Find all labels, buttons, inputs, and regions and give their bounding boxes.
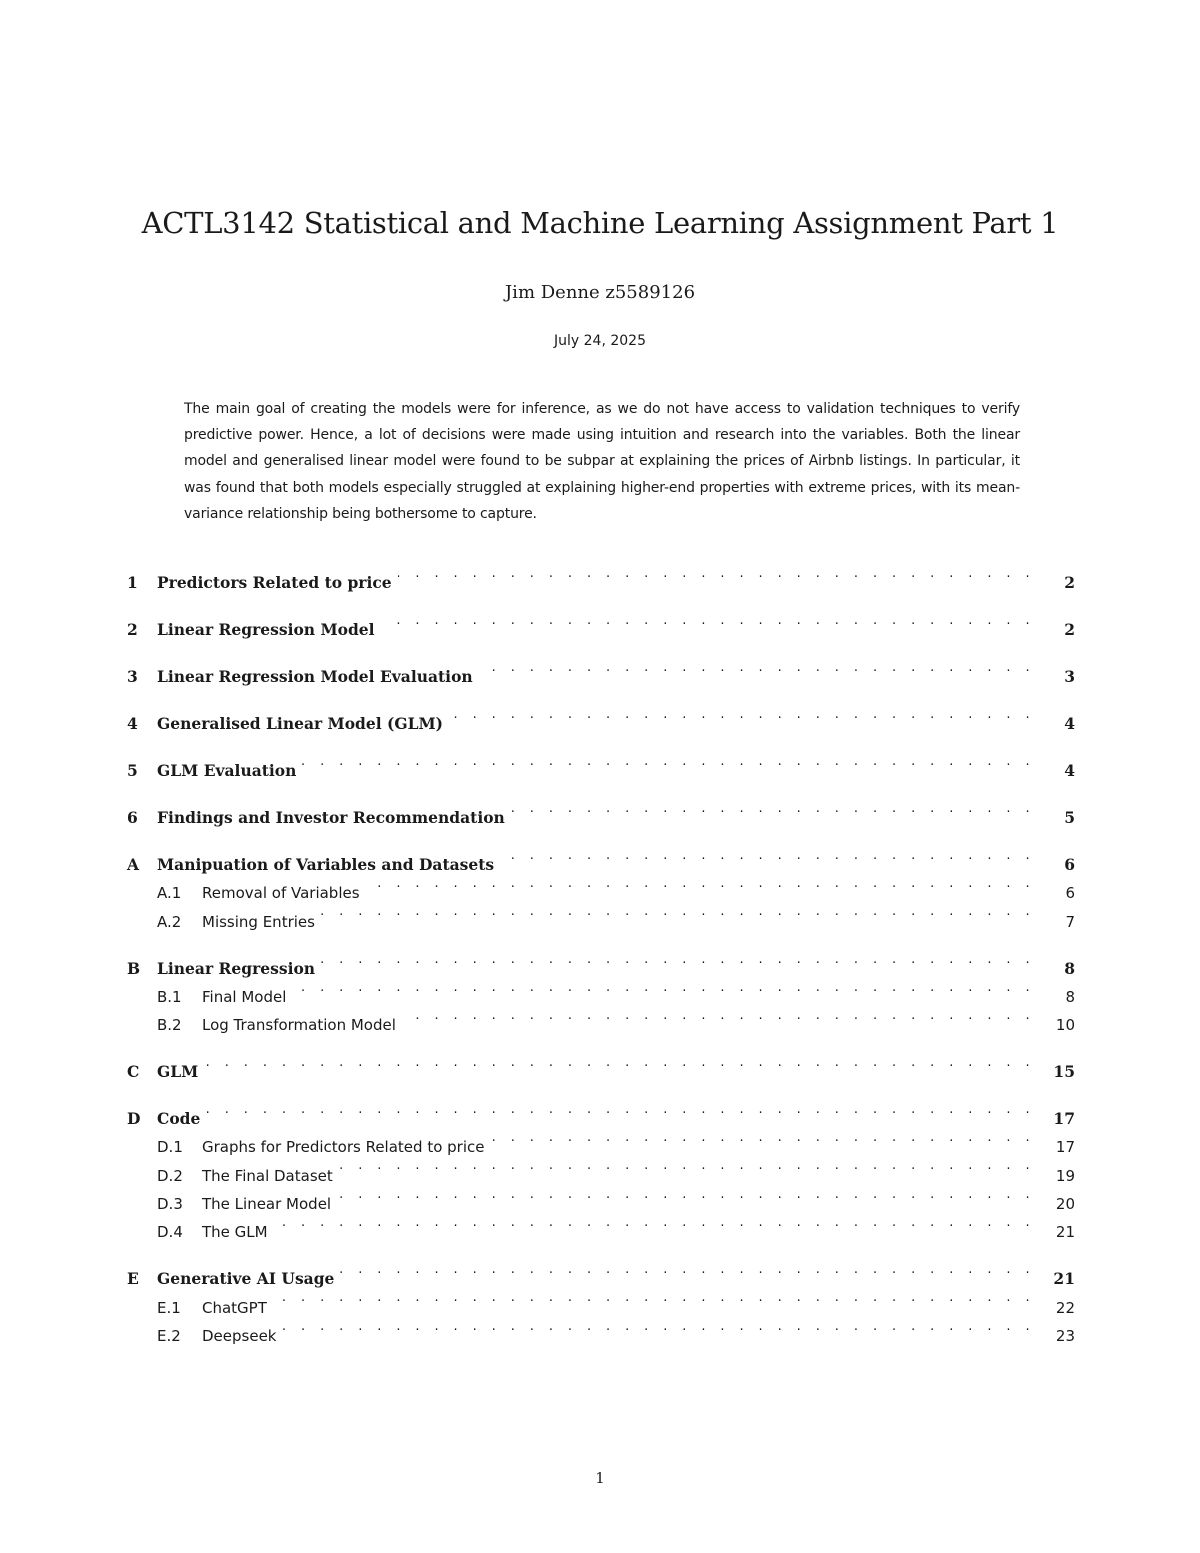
toc-dot-leader [366, 870, 1035, 898]
toc-entry-page: 21 [1053, 1269, 1075, 1289]
toc-entry-page: 22 [1055, 1298, 1075, 1317]
toc-entry-label: Missing Entries [202, 912, 315, 931]
toc-group [127, 748, 1075, 780]
toc-dot-leader [340, 1256, 1035, 1284]
toc-entry-page: 2 [1064, 573, 1075, 592]
toc-entry-label: Linear Regression [157, 958, 316, 978]
toc-entry-label: Linear Regression Model [157, 620, 375, 639]
abstract-paragraph: The main goal of creating the models were for inference, as we do not have access to validation techniques to verify predictive power. Hence, a lot of decisions were made using intuition and research into the variables. Both the linear model and generalised linear model were found to be subpar at explaining the prices of Airbnb listings. In particular, it was found that both models especially struggled at explaining higher-end properties with extreme prices, with its mean-variance relationship being bothersome to capture. [184, 401, 1020, 522]
toc-entry-page: 7 [1065, 912, 1075, 931]
toc-entry-number: A [127, 855, 140, 874]
toc-entry-number: 4 [127, 714, 138, 733]
toc-dot-leader [321, 946, 1035, 974]
toc-dot-leader [292, 974, 1035, 1002]
toc-entry-number: 3 [127, 667, 138, 686]
toc-entry-number: E.2 [157, 1326, 181, 1345]
toc-entry-number: C [127, 1062, 140, 1082]
toc-section-entry[interactable] [127, 842, 1075, 874]
toc-section-entry[interactable] [127, 795, 1075, 827]
toc-entry-page: 4 [1064, 761, 1075, 780]
toc-entry-label: Log Transformation Model [202, 1016, 396, 1035]
toc-dot-leader [402, 1002, 1035, 1030]
toc-entry-label: Graphs for Predictors Related to price [202, 1138, 485, 1157]
toc-section-entry[interactable] [127, 560, 1075, 592]
toc-group [127, 1049, 1075, 1082]
toc-entry-page: 8 [1064, 958, 1075, 978]
toc-group [127, 607, 1075, 639]
toc-section-entry[interactable] [127, 1049, 1075, 1082]
toc-dot-leader [206, 1096, 1035, 1124]
toc-group [127, 560, 1075, 592]
toc-dot-leader [500, 842, 1035, 870]
toc-entry-label: GLM [157, 1062, 199, 1082]
toc-entry-page: 23 [1055, 1326, 1075, 1345]
toc-entry-label: Findings and Investor Recommendation [157, 808, 505, 827]
toc-entry-number: 5 [127, 761, 138, 780]
toc-entry-label: Removal of Variables [202, 884, 360, 903]
toc-group [127, 654, 1075, 686]
toc-entry-page: 19 [1055, 1166, 1075, 1185]
toc-entry-label: Final Model [202, 987, 287, 1006]
author-line: Jim Denne z5589126 [504, 282, 696, 303]
toc-entry-number: D.3 [157, 1195, 183, 1214]
toc-group [127, 842, 1075, 931]
toc-entry-page: 10 [1055, 1016, 1075, 1035]
toc-section-entry[interactable] [127, 1256, 1075, 1289]
toc-entry-page: 6 [1065, 884, 1075, 903]
toc-entry-page: 3 [1064, 667, 1075, 686]
toc-entry-number: A.1 [157, 884, 182, 903]
toc-entry-label: The Linear Model [202, 1195, 332, 1214]
toc-entry-page: 2 [1064, 620, 1075, 639]
toc-entry-number: B.1 [157, 987, 182, 1006]
toc-entry-page: 8 [1065, 987, 1075, 1006]
toc-dot-leader [302, 748, 1035, 776]
toc-entry-page: 20 [1055, 1195, 1075, 1214]
toc-dot-leader [339, 1152, 1035, 1180]
toc-section-entry[interactable] [127, 946, 1075, 978]
toc-entry-number: D [127, 1109, 141, 1129]
toc-group [127, 946, 1075, 1035]
toc-dot-leader [337, 1181, 1035, 1209]
toc-dot-leader [511, 795, 1035, 823]
toc-entry-number: B [127, 958, 141, 978]
toc-entry-number: E.1 [157, 1298, 181, 1317]
toc-dot-leader [398, 560, 1035, 588]
toc-entry-page: 15 [1053, 1062, 1075, 1082]
toc-entry-label: Manipuation of Variables and Datasets [157, 855, 495, 874]
toc-entry-number: D.1 [157, 1138, 183, 1157]
toc-entry-number: 2 [127, 620, 138, 639]
toc-entry-label: Code [157, 1109, 201, 1129]
toc-dot-leader [273, 1284, 1035, 1312]
toc-section-entry[interactable] [127, 701, 1075, 733]
toc-subsection-entry[interactable] [127, 1124, 1075, 1157]
toc-dot-leader [321, 898, 1035, 926]
toc-dot-leader [204, 1049, 1035, 1077]
toc-entry-label: Deepseek [202, 1326, 277, 1345]
toc-dot-leader [283, 1313, 1036, 1341]
toc-group [127, 1096, 1075, 1242]
toc-entry-number: D.2 [157, 1166, 183, 1185]
toc-entry-label: GLM Evaluation [157, 761, 297, 780]
toc-dot-leader [490, 1124, 1035, 1152]
toc-group [127, 701, 1075, 733]
table-of-contents [127, 560, 1075, 1360]
document-title: ACTL3142 Statistical and Machine Learning Assignment Part 1 [141, 206, 1059, 240]
toc-section-entry[interactable] [127, 748, 1075, 780]
toc-entry-label: The Final Dataset [202, 1166, 333, 1185]
toc-entry-page: 5 [1064, 808, 1075, 827]
toc-entry-label: Predictors Related to price [157, 573, 392, 592]
toc-entry-label: Generalised Linear Model (GLM) [157, 714, 444, 733]
toc-entry-page: 4 [1064, 714, 1075, 733]
toc-entry-number: B.2 [157, 1016, 182, 1035]
toc-entry-label: Generative AI Usage [157, 1269, 335, 1289]
toc-entry-page: 21 [1055, 1223, 1075, 1242]
toc-section-entry[interactable] [127, 1096, 1075, 1129]
toc-dot-leader [479, 654, 1035, 682]
document-date: July 24, 2025 [554, 333, 646, 349]
toc-entry-number: 1 [127, 573, 138, 592]
toc-entry-number: D.4 [157, 1223, 183, 1242]
toc-dot-leader [381, 607, 1035, 635]
page-number: 1 [595, 1469, 605, 1487]
toc-entry-page: 17 [1055, 1138, 1075, 1157]
toc-dot-leader [274, 1209, 1035, 1237]
toc-entry-number: 6 [127, 808, 138, 827]
toc-entry-label: The GLM [202, 1223, 268, 1242]
toc-group [127, 1256, 1075, 1345]
toc-dot-leader [449, 701, 1035, 729]
toc-entry-label: Linear Regression Model Evaluation [157, 667, 473, 686]
toc-entry-page: 17 [1053, 1109, 1075, 1129]
toc-section-entry[interactable] [127, 654, 1075, 686]
toc-section-entry[interactable] [127, 607, 1075, 639]
toc-group [127, 795, 1075, 827]
toc-entry-number: A.2 [157, 912, 182, 931]
toc-entry-page: 6 [1064, 855, 1075, 874]
toc-entry-number: E [127, 1269, 139, 1289]
toc-entry-label: ChatGPT [202, 1298, 267, 1317]
